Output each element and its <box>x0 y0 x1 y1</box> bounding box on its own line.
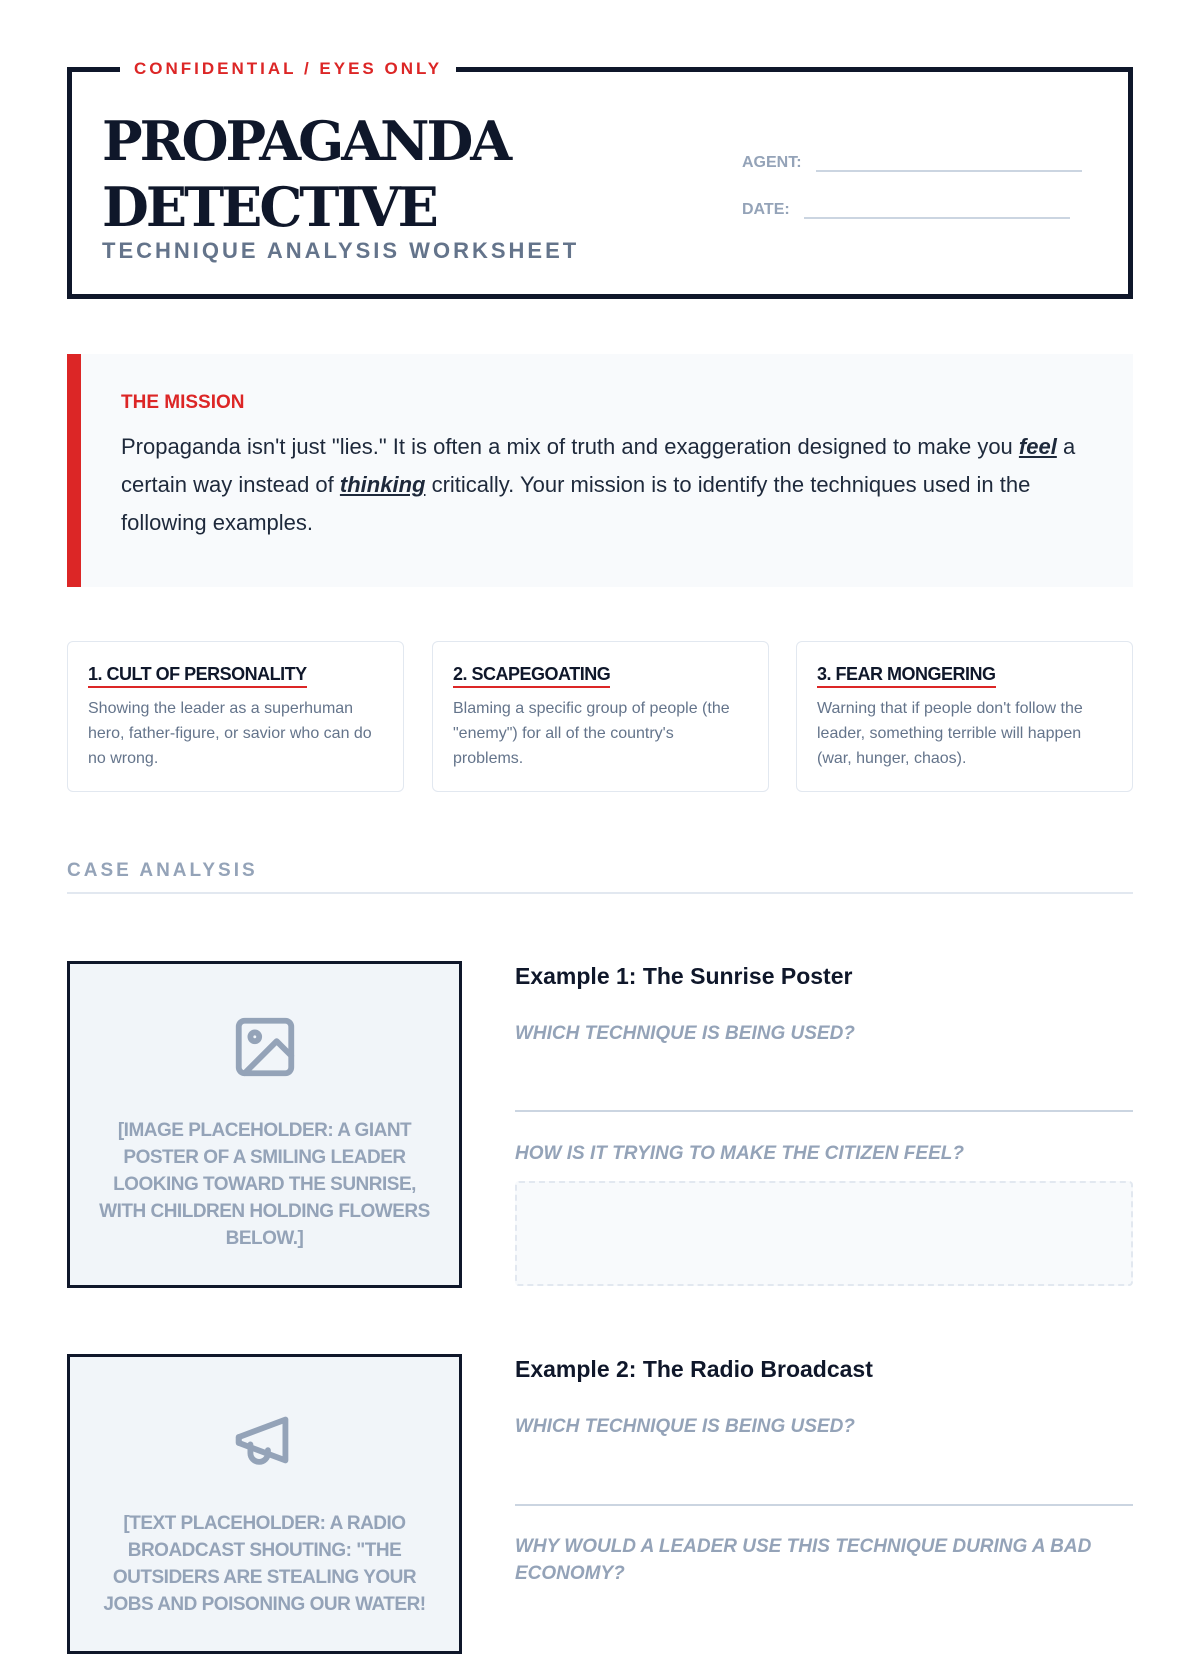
mission-emphasis-thinking: thinking <box>339 472 426 497</box>
title-line-2: DETECTIVE <box>102 175 436 239</box>
case-analysis-heading: CASE ANALYSIS <box>67 860 1133 894</box>
example-placeholder-caption: [IMAGE PLACEHOLDER: A GIANT POSTER OF A SMILING LEADER LOOKING TOWARD THE SUNRISE, WITH CHILDREN HOLDING FLOWERS BELOW.] <box>99 1120 430 1249</box>
mission-text-part: a certain way instead of <box>121 434 1076 497</box>
example-1-title: Example 1: The Sunrise Poster <box>515 963 853 989</box>
example-2-question-technique: WHICH TECHNIQUE IS BEING USED? <box>515 1416 855 1437</box>
mission-panel <box>67 354 1133 587</box>
example-1-question-technique: WHICH TECHNIQUE IS BEING USED? <box>515 1023 855 1044</box>
example-2-question-economy: WHY WOULD A LEADER USE THIS TECHNIQUE DURING A BAD ECONOMY? <box>515 1536 1092 1584</box>
technique-title: 1. CULT OF PERSONALITY <box>88 664 307 688</box>
mission-text-part: Propaganda isn't just "lies." It is often a mix of truth and exaggeration designed to make you <box>121 434 1019 459</box>
technique-card-scapegoating <box>432 641 769 792</box>
mission-text <box>121 428 1093 542</box>
image-icon <box>230 1012 300 1087</box>
date-input-line[interactable] <box>804 199 1070 219</box>
mission-emphasis-feel: feel <box>1018 434 1057 459</box>
example-2-answer-line[interactable] <box>515 1504 1133 1506</box>
technique-description: Showing the leader as a superhuman hero, father-figure, or savior who can do no wrong. <box>88 700 372 767</box>
date-field <box>742 199 1070 219</box>
technique-card-fear-mongering <box>796 641 1133 792</box>
worksheet-subtitle: TECHNIQUE ANALYSIS WORKSHEET <box>102 238 580 263</box>
worksheet-title <box>102 108 509 240</box>
technique-description: Warning that if people don't follow the leader, something terrible will happen (war, hunger, chaos). <box>817 700 1083 767</box>
example-1-answer-box[interactable] <box>515 1181 1133 1286</box>
technique-card-cult-of-personality <box>67 641 404 792</box>
example-1-question-feeling: HOW IS IT TRYING TO MAKE THE CITIZEN FEEL? <box>515 1143 964 1164</box>
example-1-image-placeholder <box>67 961 462 1288</box>
technique-title: 2. SCAPEGOATING <box>453 664 610 688</box>
title-line-1: PROPAGANDA <box>102 109 510 173</box>
classification-label: CONFIDENTIAL / EYES ONLY <box>120 52 456 86</box>
agent-input-line[interactable] <box>816 152 1082 172</box>
worksheet-header <box>67 59 1133 299</box>
technique-title: 3. FEAR MONGERING <box>817 664 996 688</box>
mission-title: THE MISSION <box>121 392 245 413</box>
technique-description: Blaming a specific group of people (the "enemy") for all of the country's problems. <box>453 700 730 767</box>
agent-label: AGENT: <box>742 154 802 171</box>
date-label: DATE: <box>742 201 790 218</box>
example-2-title: Example 2: The Radio Broadcast <box>515 1356 873 1382</box>
example-2-text-placeholder <box>67 1354 462 1654</box>
mission-text-part: critically. Your mission is to identify the techniques used in the following examples. <box>121 472 1031 535</box>
example-placeholder-caption: [TEXT PLACEHOLDER: A RADIO BROADCAST SHOUTING: "THE OUTSIDERS ARE STEALING YOUR JOBS AND POISONING OUR WATER! <box>103 1513 426 1615</box>
example-1-answer-line[interactable] <box>515 1110 1133 1112</box>
megaphone-icon <box>230 1405 300 1480</box>
agent-field <box>742 152 1082 172</box>
